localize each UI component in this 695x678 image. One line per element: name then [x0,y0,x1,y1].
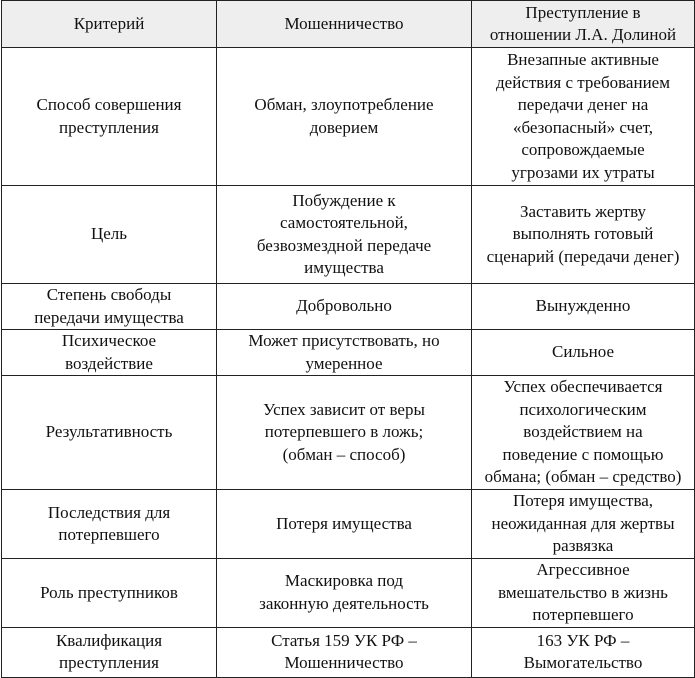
header-text: отношении Л.А. Долиной [489,25,677,44]
cell-text: преступления [59,653,159,672]
cell-text: Психическое [61,331,157,350]
cell-text: действия с требованием [496,72,670,92]
table-row [2,284,695,330]
cell-text: Статья 159 УК РФ – [271,630,417,650]
cell-text: воздействием на [523,422,643,442]
cell-text: Успех зависит от веры [263,399,425,419]
table-row [2,627,695,677]
cell-dolina-case [472,627,695,677]
cell-text: Обман, злоупотребление [254,95,434,114]
cell-text: Квалификация [55,630,163,650]
cell-criterion [2,330,217,376]
header-dolina-case [472,1,695,48]
header-text: Критерий [73,13,145,33]
cell-text: Роль преступников [40,582,178,602]
cell-text: Внезапные активные [507,50,659,69]
cell-fraud [217,559,472,628]
cell-text: законную деятельность [259,593,429,613]
cell-text: Успех обеспечивается [503,377,663,397]
cell-text: Сильное [551,342,615,362]
cell-text: (обман – способ) [282,444,406,464]
cell-fraud [217,627,472,677]
header-row [2,1,695,48]
cell-text: Степень свободы [46,285,172,304]
cell-text: Последствия для [47,502,171,522]
cell-text: Результативность [45,422,173,442]
header-text: Преступление в [525,2,641,22]
cell-text: потерпевшего в ложь; [264,422,424,442]
cell-fraud [217,490,472,559]
cell-text: умеренное [305,353,383,373]
table-row [2,490,695,559]
cell-text: развязка [552,536,614,556]
cell-text: потерпевшего [58,525,160,544]
cell-criterion [2,627,217,677]
header-text: Мошенничество [284,13,404,33]
cell-text: преступления [59,117,159,137]
cell-text: Побуждение к [292,190,396,210]
table-row [2,559,695,628]
cell-text: обмана; (обман – средство) [484,467,682,487]
cell-text: Агрессивное [536,560,630,579]
cell-text: Вымогательство [523,653,643,672]
cell-fraud [217,284,472,330]
header-fraud [217,1,472,48]
cell-text: Вынужденно [535,296,631,316]
comparison-table [1,0,695,678]
cell-text: воздействие [65,353,153,373]
cell-text: неожиданная для жертвы [491,513,675,533]
table-row [2,330,695,376]
cell-dolina-case [472,490,695,559]
table-row [2,48,695,186]
cell-text: передачи имущества [34,307,184,327]
cell-dolina-case [472,376,695,490]
cell-text: Цель [90,224,128,244]
cell-text: сопровождаемые [521,140,645,159]
cell-text: Потеря имущества [276,513,412,533]
cell-text: доверием [309,117,379,137]
cell-text: имущества [304,258,384,277]
header-criterion [2,1,217,48]
cell-dolina-case [472,330,695,376]
cell-dolina-case [472,48,695,186]
cell-dolina-case [472,284,695,330]
table-row [2,186,695,284]
cell-text: самостоятельной, [280,213,408,232]
cell-text: угрозами их утраты [511,162,655,182]
cell-text: Маскировка под [284,571,404,591]
cell-text: Потеря имущества, [512,491,654,511]
cell-text: Мошенничество [284,653,404,672]
cell-text: потерпевшего [532,605,634,624]
cell-criterion [2,48,217,186]
cell-text: Способ совершения [36,95,182,114]
cell-text: вмешательство в жизнь [498,582,668,602]
cell-criterion [2,559,217,628]
cell-text: Заставить жертву [519,201,647,221]
cell-dolina-case [472,186,695,284]
cell-criterion [2,186,217,284]
cell-fraud [217,186,472,284]
cell-text: передачи денег на [517,95,649,114]
cell-text: Добровольно [296,296,392,316]
cell-text: сценарий (передачи денег) [486,246,680,266]
cell-fraud [217,330,472,376]
table-row [2,376,695,490]
cell-text: выполнять готовый [512,224,654,244]
cell-criterion [2,490,217,559]
cell-text: «безопасный» счет, [512,117,654,137]
cell-text: безвозмездной передаче [256,235,432,255]
cell-dolina-case [472,559,695,628]
cell-criterion [2,376,217,490]
cell-text: психологическим [519,399,647,419]
cell-fraud [217,48,472,186]
cell-text: 163 УК РФ – [536,630,630,650]
cell-fraud [217,376,472,490]
cell-text: Может присутствовать, но [248,331,440,350]
cell-criterion [2,284,217,330]
cell-text: поведение с помощью [502,444,664,464]
